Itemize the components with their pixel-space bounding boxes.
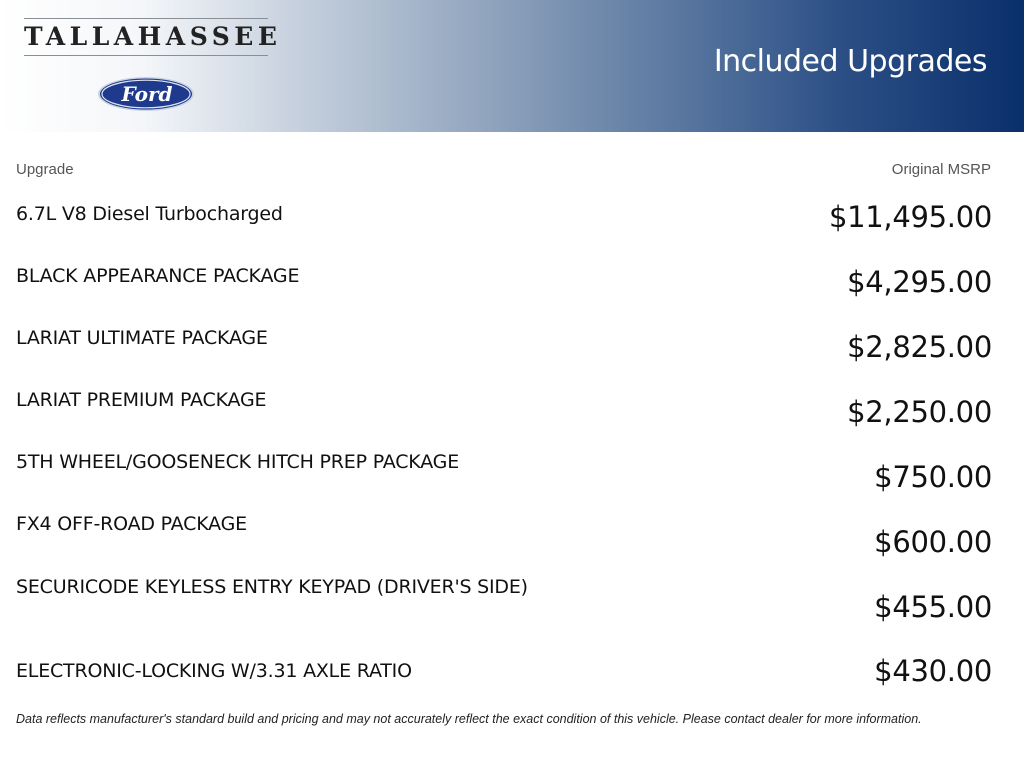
table-row (16, 451, 992, 513)
upgrade-name: BLACK APPEARANCE PACKAGE (16, 265, 300, 287)
upgrade-name: FX4 OFF-ROAD PACKAGE (16, 513, 247, 535)
table-row (16, 389, 992, 451)
svg-text:Ford: Ford (121, 82, 173, 106)
upgrade-price: $2,825.00 (847, 330, 992, 364)
upgrade-name: ELECTRONIC-LOCKING W/3.31 AXLE RATIO (16, 660, 412, 682)
upgrade-name: 5TH WHEEL/GOOSENECK HITCH PREP PACKAGE (16, 451, 460, 473)
upgrade-name: LARIAT PREMIUM PACKAGE (16, 389, 267, 411)
table-row (16, 576, 992, 638)
column-header-msrp: Original MSRP (891, 161, 991, 178)
upgrade-name: SECURICODE KEYLESS ENTRY KEYPAD (DRIVER'S SIDE) (16, 576, 528, 598)
upgrade-price: $600.00 (874, 525, 992, 559)
table-row (16, 327, 992, 389)
upgrade-name: LARIAT ULTIMATE PACKAGE (16, 327, 268, 349)
disclaimer-text: Data reflects manufacturer's standard build and pricing and may not accurately reflect the exact condition of this vehicle. Please contact dealer for more information. (16, 712, 922, 726)
upgrade-price: $455.00 (874, 590, 992, 624)
dealer-logo (24, 18, 282, 56)
header-banner (0, 0, 1024, 132)
divider (24, 55, 268, 56)
upgrade-price: $11,495.00 (828, 200, 992, 234)
dealer-name: TALLAHASSEE (24, 22, 282, 51)
table-row (16, 513, 992, 575)
upgrade-name: 6.7L V8 Diesel Turbocharged (16, 203, 283, 225)
ford-logo (97, 76, 195, 112)
upgrade-price: $2,250.00 (847, 395, 992, 429)
table-row (16, 200, 992, 265)
upgrade-price: $4,295.00 (847, 265, 992, 299)
page-title: Included Upgrades (713, 44, 987, 79)
column-header-upgrade: Upgrade (16, 161, 74, 178)
upgrade-price: $430.00 (874, 654, 992, 688)
table-row (16, 265, 992, 327)
upgrade-price: $750.00 (874, 460, 992, 494)
